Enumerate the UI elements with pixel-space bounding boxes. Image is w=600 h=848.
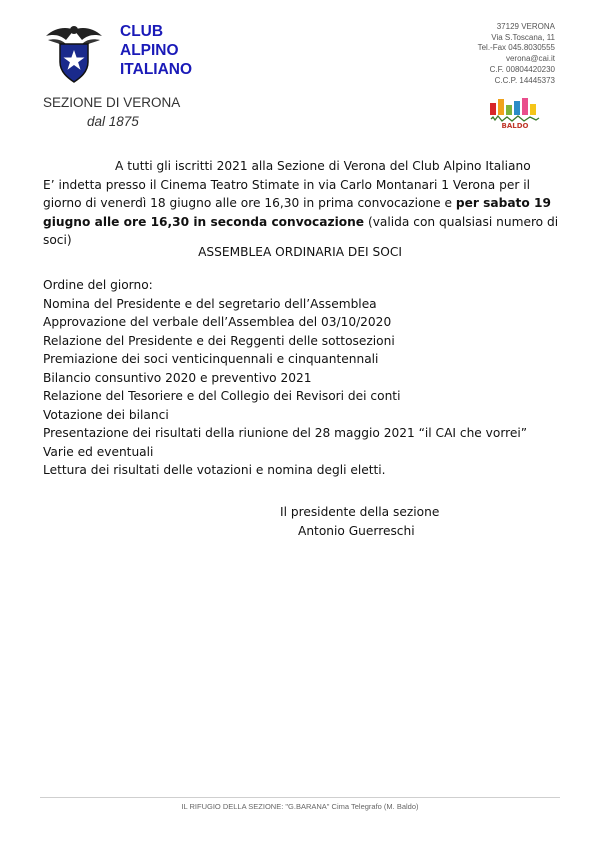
- org-name-line-3: ITALIANO: [120, 61, 193, 78]
- section-name: SEZIONE DI VERONA: [43, 95, 181, 110]
- signature-role: Il presidente della sezione: [280, 505, 440, 519]
- signature-name: Antonio Guerreschi: [298, 523, 415, 538]
- contact-block: [478, 22, 555, 86]
- intro-line-1: A tutti gli iscritti 2021 alla Sezione di Verona del Club Alpino Italiano: [115, 159, 531, 173]
- section-since: dal 1875: [87, 114, 139, 129]
- cai-logo-icon: [44, 22, 104, 84]
- agenda-item: Bilancio consuntivo 2020 e preventivo 2021: [43, 370, 312, 385]
- contact-address-zip: 37129 VERONA: [496, 22, 555, 31]
- assembly-title: ASSEMBLEA ORDINARIA DEI SOCI: [198, 245, 402, 259]
- intro-part-1: E’ indetta presso il Cinema Teatro Stimate in via Carlo Montanari 1 Verona per il giorno di venerdì 18 giugno alle ore 16,30 in prima convocazione e: [43, 177, 530, 210]
- agenda-heading: Ordine del giorno:: [43, 278, 153, 292]
- agenda: [43, 276, 563, 480]
- agenda-item: Relazione del Tesoriere e del Collegio dei Revisori dei conti: [43, 389, 401, 403]
- intro-bold: per sabato 19 giugno alle ore 16,30 in seconda convocazione: [43, 196, 551, 229]
- contact-email: verona@cai.it: [505, 54, 555, 64]
- baldo-logo-icon: [488, 97, 542, 129]
- agenda-item: Relazione del Presidente e dei Reggenti delle sottosezioni: [43, 333, 395, 348]
- contact-address-street: Via S.Toscana, 11: [491, 32, 555, 42]
- footer-divider: [40, 797, 560, 798]
- agenda-item: Votazione dei bilanci: [43, 407, 169, 422]
- org-name: [120, 22, 192, 79]
- intro-body: [43, 176, 563, 250]
- agenda-item: Approvazione del verbale dell’Assemblea del 03/10/2020: [43, 315, 392, 329]
- contact-tax-code: C.F. 00804420230: [489, 64, 555, 74]
- agenda-item: Presentazione dei risultati della riunione del 28 maggio 2021 “il CAI che vorrei”: [43, 426, 528, 440]
- agenda-item: Nomina del Presidente e del segretario dell’Assemblea: [43, 296, 377, 311]
- footer-text: IL RIFUGIO DELLA SEZIONE: "G.BARANA" Cima Telegrafo (M. Baldo): [181, 802, 419, 811]
- org-name-line-2: ALPINO: [120, 42, 179, 59]
- contact-phone: Tel.-Fax 045.8030555: [477, 43, 555, 53]
- org-name-line-1: CLUB: [120, 23, 164, 40]
- signature-block: [280, 503, 439, 540]
- intro-part-2: (valida con qualsiasi numero di soci): [43, 214, 559, 247]
- agenda-item: Varie ed eventuali: [43, 444, 154, 459]
- intro-paragraph: [43, 157, 563, 250]
- agenda-item: Lettura dei risultati delle votazioni e nomina degli eletti.: [43, 463, 386, 477]
- agenda-item: Premiazione dei soci venticinquennali e cinquantennali: [43, 352, 379, 366]
- contact-postal-account: C.C.P. 14445373: [494, 75, 555, 85]
- svg-text:BALDO: BALDO: [501, 122, 529, 129]
